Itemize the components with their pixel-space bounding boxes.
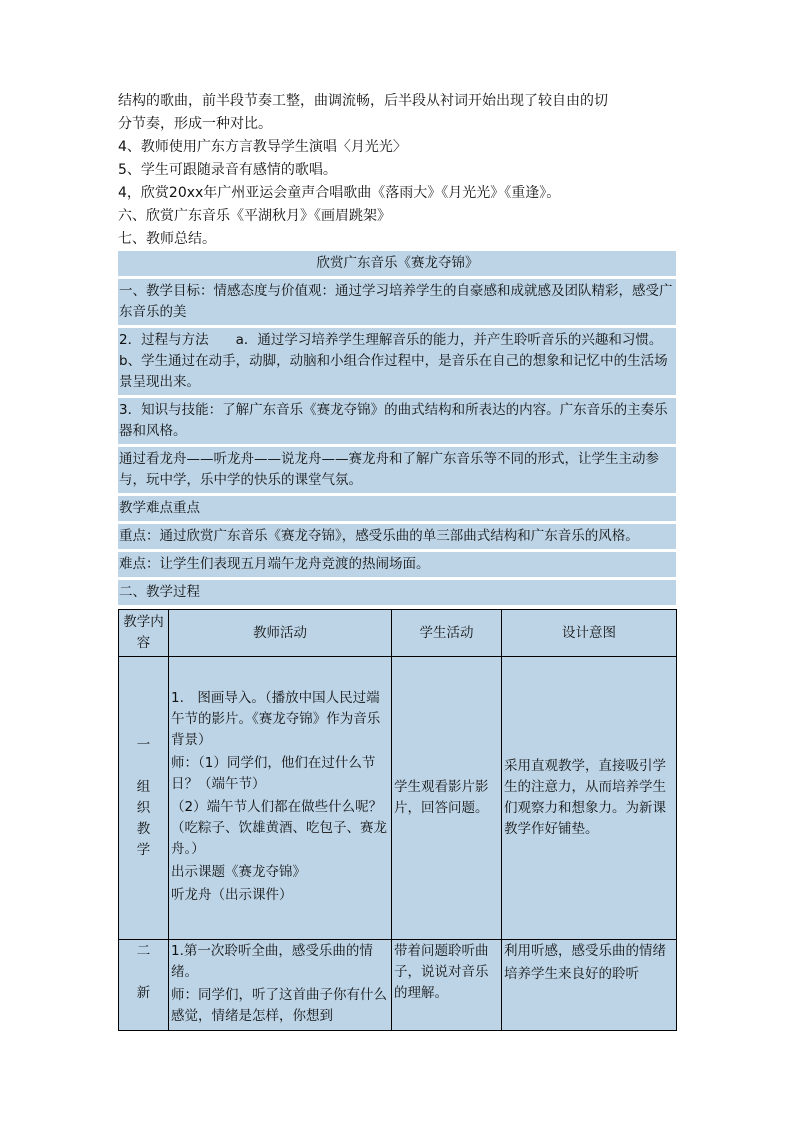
intro-line: 5、学生可跟随录音有感情的歌唱。: [118, 162, 337, 178]
teacher-activity-para: 师：（1）同学们，他们在过什么节日？（端午节）: [171, 755, 376, 792]
key-difficulty-heading: 教学难点重点: [118, 496, 676, 524]
teacher-activity-para: 出示课题《赛龙夺锦》: [171, 864, 306, 880]
section-char: 织: [136, 800, 151, 816]
section-char: 二: [136, 943, 151, 959]
section-char: [121, 962, 166, 983]
teacher-activity-para: 师：同学们，听了这首曲子你有什么感觉，情绪是怎样，你想到: [171, 987, 387, 1024]
section-cell: [119, 657, 169, 940]
header-cell-student: 学生活动: [392, 610, 502, 657]
teacher-activity-para: 1.第一次聆听全曲，感受乐曲的情绪。: [171, 943, 373, 980]
teacher-activity-cell: [169, 940, 392, 1031]
intro-line: 分节奏，形成一种对比。: [118, 116, 272, 132]
teacher-activity-para: 听龙舟（出示课件）: [171, 887, 293, 903]
header-cell-teacher: 教师活动: [169, 610, 392, 657]
section-cell: [119, 940, 169, 1031]
intro-line: 结构的歌曲，前半段节奏工整，曲调流畅，后半段从衬词开始出现了较自由的切: [118, 93, 608, 109]
table-row: [119, 657, 677, 940]
key-point-block: 重点：通过欣赏广东音乐《赛龙夺锦》，感受乐曲的单三部曲式结构和广东音乐的风格。: [118, 524, 676, 552]
design-intent-para: 利用听感，感受乐曲的情绪: [504, 943, 666, 959]
design-intent-cell: [502, 940, 677, 1031]
intro-line: 4，欣赏20xx年广州亚运会童声合唱歌曲《落雨大》《月光光》《重逢》。: [118, 185, 561, 201]
header-cell-content: 教学内容: [119, 610, 169, 657]
section-char: [121, 756, 166, 777]
document-page: [118, 90, 676, 1031]
section-char: 组: [136, 779, 151, 795]
process-method-block: 2．过程与方法 a．通过学习培养学生理解音乐的能力，并产生聆听音乐的兴趣和习惯。 b、学生通过在动手，动脚，动脑和小组合作过程中，是音乐在自己的想象和记忆中的生活场景呈现出来。: [118, 328, 676, 398]
student-activity-cell: 带着问题聆听曲子，说说对音乐的理解。: [392, 940, 502, 1031]
table-row: [119, 940, 677, 1031]
header-cell-design: 设计意图: [502, 610, 677, 657]
intro-line: 七、教师总结。: [118, 231, 216, 247]
design-intent-cell: 采用直观教学，直接吸引学生的注意力，从而培养学生们观察力和想象力。为新课教学作好铺垫。: [502, 657, 677, 940]
table-header-row: [119, 610, 677, 657]
section-char: 学: [136, 842, 151, 858]
teaching-process-heading: 二、教学过程: [119, 584, 200, 600]
section-char: 教: [136, 821, 151, 837]
design-intent-para: 培养学生来良好的聆听: [504, 966, 639, 982]
section-char: 一: [136, 737, 151, 753]
teacher-activity-para: （2）端午节人们都在做些什么呢？（吃粽子、饮雄黄酒、吃包子、赛龙舟。）: [171, 799, 387, 857]
intro-line: 六、欣赏广东音乐《平湖秋月》《画眉跳架》: [118, 208, 391, 224]
intro-text: [118, 90, 676, 251]
intro-line: 4、教师使用广东方言教导学生演唱〈月光光〉: [118, 139, 407, 155]
section-char: 新: [136, 985, 151, 1001]
lesson-plan-section: [118, 251, 676, 605]
knowledge-skill-block: 3．知识与技能：了解广东音乐《赛龙夺锦》的曲式结构和所表达的内容。广东音乐的主奏乐器和风格。: [118, 398, 676, 447]
lesson-title: 欣赏广东音乐《赛龙夺锦》: [118, 251, 676, 279]
activity-form-block: 通过看龙舟——听龙舟——说龙舟——赛龙舟和了解广东音乐等不同的形式，让学生主动参与，玩中学，乐中学的快乐的课堂气氛。: [118, 447, 676, 496]
student-activity-cell: 学生观看影片影片，回答问题。: [392, 657, 502, 940]
teaching-goal-block: 一、教学目标：情感态度与价值观：通过学习培养学生的自豪感和成就感及团队精彩，感受广东音乐的美: [118, 279, 676, 328]
teaching-process-table: [118, 609, 677, 1031]
teacher-activity-para: 1. 图画导入。（播放中国人民过端午节的影片。《赛龙夺锦》作为音乐背景）: [171, 690, 381, 748]
teacher-activity-cell: [169, 657, 392, 940]
difficulty-block: 难点：让学生们表现五月端午龙舟竞渡的热闹场面。: [118, 552, 676, 580]
